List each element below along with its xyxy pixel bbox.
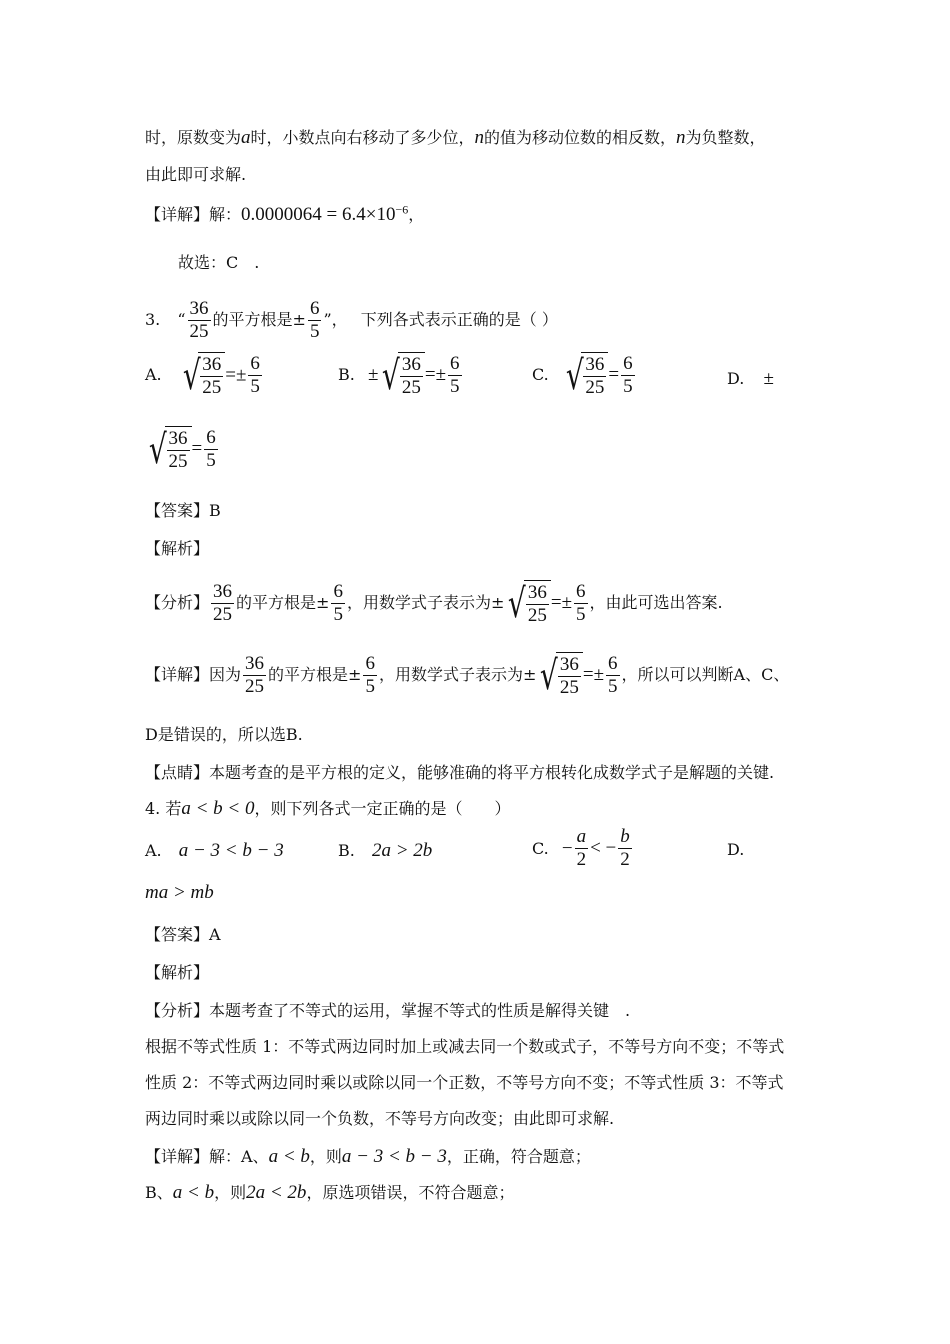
denominator: 5 [365, 676, 375, 697]
text: 下列各式表示正确的是（ ） [360, 310, 558, 329]
q3-option-d [727, 368, 774, 390]
text: ，正确，符合题意； [446, 1147, 591, 1166]
denominator: 25 [585, 377, 605, 398]
q3-answer: 【答案】B [145, 501, 221, 520]
fraction [606, 653, 620, 698]
denominator: 25 [213, 604, 233, 625]
q4-option-d-expr: ma > mb [145, 882, 214, 903]
text: ，用数学式子表示为± [346, 593, 505, 612]
detail-equation: 0.0000064 = 6.4×10 [241, 204, 396, 225]
text: ，由此可选出答案. [589, 593, 723, 612]
text: =± [225, 364, 247, 386]
fraction [400, 354, 423, 399]
math: a < b [268, 1146, 310, 1167]
text: 为负整数， [685, 128, 766, 147]
sqrt: √ $\frac{36}{25}$ [504, 580, 551, 627]
math: a < b < 0 [181, 798, 255, 819]
detail-label: 【详解】解： [145, 205, 242, 224]
xiangjie-label: 【详解】因为 [145, 665, 242, 684]
q4-option-c: C. − $\frac{a}{2}$ < − $\frac{b}{2}$ [532, 826, 630, 870]
q4-para-3: 两边同时乘以或除以同一个负数，不等号方向改变；由此即可求解. [145, 1109, 615, 1128]
text: =± [582, 664, 605, 685]
q3-option-b [338, 352, 464, 399]
q3-dianjing: 【点睛】本题考查的是平方根的定义，能够准确的将平方根转化成数学式子是解题的关键. [145, 763, 775, 782]
option-label: A. [145, 841, 162, 860]
q4-option-d: D. [727, 840, 745, 859]
fraction [621, 353, 635, 398]
text: 【详解】解：A、 [145, 1147, 269, 1166]
fraction [211, 581, 234, 626]
numerator: a [576, 826, 587, 847]
q3-analysis-label: 【解析】 [145, 539, 210, 558]
text: ”， [323, 310, 348, 329]
fraction [575, 826, 589, 871]
numerator: b [620, 826, 630, 847]
text: ，则 [309, 1147, 342, 1166]
sqrt: √ $\frac{36}{25}$ [378, 352, 425, 399]
text: ， [408, 205, 425, 224]
fraction [618, 826, 632, 871]
denominator: 5 [450, 376, 460, 397]
q4-analysis-label: 【解析】 [145, 963, 210, 982]
numerator: 6 [623, 353, 633, 374]
q3-option-d-expr [145, 426, 220, 473]
q4-detail-a [145, 1144, 591, 1168]
text: ± [367, 364, 379, 385]
text: = [191, 438, 203, 459]
text: B、 [145, 1183, 173, 1202]
numerator: 6 [206, 427, 216, 448]
math: a − 3 < b − 3 [341, 1146, 447, 1167]
q4-para-2: 性质 2：不等式两边同时乘以或除以同一个正数，不等号方向不变；不等式性质 3：不等式 [145, 1073, 784, 1092]
intro-detail [145, 202, 424, 226]
math: a < b [172, 1182, 215, 1203]
text: ，用数学式子表示为± [378, 665, 537, 684]
denominator: 25 [527, 605, 547, 626]
denominator: 25 [401, 377, 421, 398]
text: ，所以可以判断A、C、 [621, 665, 790, 684]
denominator: 5 [608, 676, 618, 697]
numerator: 36 [527, 582, 547, 603]
denominator: 2 [620, 849, 630, 870]
numerator: 36 [213, 581, 233, 602]
text: 时，小数点向右移动了多少位， [250, 128, 475, 147]
q4-option-b [338, 840, 432, 862]
option-label: D. [727, 369, 745, 388]
numerator: 36 [401, 354, 421, 375]
denominator: 5 [333, 604, 343, 625]
fraction [200, 354, 223, 399]
q3-option-a [145, 352, 264, 399]
denominator: 25 [559, 677, 579, 698]
fraction [331, 581, 345, 626]
numerator: 6 [309, 298, 320, 319]
option-label: A. [145, 365, 162, 384]
intro-line-2: 由此即可求解. [145, 165, 247, 184]
option-label: B. [338, 365, 355, 384]
numerator: 6 [250, 353, 260, 374]
var-a: a [241, 127, 251, 148]
math: 2a > 2b [371, 840, 433, 861]
sqrt: √ $\frac{36}{25}$ [179, 352, 226, 399]
q4-option-a [145, 840, 284, 862]
q3-option-c [532, 352, 637, 399]
q3-fenxi [145, 580, 723, 627]
math: a − 3 < b − 3 [178, 840, 284, 861]
q4-detail-b [145, 1180, 514, 1204]
fraction [526, 582, 549, 627]
numerator: 6 [365, 653, 375, 674]
fraction [248, 353, 262, 398]
denominator: 25 [202, 377, 222, 398]
text: 的平方根是± [268, 665, 362, 684]
denominator: 25 [245, 676, 265, 697]
intro-choose: 故选：C . [178, 253, 260, 272]
exponent: −6 [395, 202, 409, 217]
text: =± [550, 592, 573, 613]
question-number: 3. [145, 310, 161, 329]
numerator: 6 [450, 353, 460, 374]
fraction [448, 353, 462, 398]
text: 时，原数变为 [145, 128, 242, 147]
text: 的平方根是± [236, 593, 330, 612]
text: =± [424, 364, 447, 385]
sqrt: √ $\frac{36}{25}$ [536, 652, 583, 699]
text: ± [763, 368, 774, 389]
math: 2a < 2b [246, 1182, 307, 1203]
q4-para-1: 根据不等式性质 1：不等式两边同时加上或减去同一个数或式子，不等号方向不变；不等式 [145, 1037, 785, 1056]
fraction [558, 654, 581, 699]
q4-stem [145, 796, 511, 820]
q3-xiangjie-line-2: D是错误的，所以选B. [145, 725, 303, 744]
denominator: 5 [309, 321, 320, 342]
q3-stem [145, 298, 558, 343]
fraction [363, 653, 377, 698]
text: 4. 若 [145, 799, 182, 818]
option-label: C. [532, 365, 549, 384]
intro-line-1 [145, 125, 766, 149]
text: ，原选项错误，不符合题意； [306, 1183, 515, 1202]
text: ，则 [214, 1183, 247, 1202]
numerator: 6 [576, 581, 586, 602]
numerator: 36 [559, 654, 579, 675]
option-label: B. [338, 841, 355, 860]
text: ，则下列各式一定正确的是（ ） [254, 799, 511, 818]
q4-answer: 【答案】A [145, 925, 221, 944]
q3-xiangjie [145, 652, 789, 699]
denominator: 25 [168, 451, 188, 472]
fraction [204, 427, 218, 472]
denominator: 5 [206, 450, 216, 471]
fraction [167, 428, 190, 473]
numerator: 6 [608, 653, 618, 674]
fenxi-label: 【分析】 [145, 593, 210, 612]
denominator: 2 [576, 849, 587, 870]
option-label: C. [532, 839, 549, 858]
fraction [308, 298, 322, 343]
text: 的值为移动位数的相反数， [484, 128, 677, 147]
numerator: 6 [333, 581, 343, 602]
var-n: n [474, 127, 485, 148]
q4-fenxi: 【分析】本题考查了不等式的运用，掌握不等式的性质是解得关键 . [145, 1001, 631, 1020]
denominator: 5 [250, 376, 260, 397]
fraction [243, 653, 266, 698]
text: 的平方根是± [212, 310, 306, 329]
text: “ [177, 310, 186, 329]
numerator: 36 [189, 298, 209, 319]
sqrt: √ $\frac{36}{25}$ [145, 426, 192, 473]
var-n: n [676, 127, 686, 148]
numerator: 36 [168, 428, 188, 449]
text: = [608, 364, 620, 385]
fraction [188, 298, 211, 343]
denominator: 25 [189, 321, 209, 342]
sqrt: √ $\frac{36}{25}$ [562, 352, 609, 399]
denominator: 5 [623, 376, 633, 397]
denominator: 5 [576, 604, 586, 625]
numerator: 36 [202, 354, 222, 375]
fraction [574, 581, 588, 626]
fraction [583, 354, 606, 399]
numerator: 36 [245, 653, 265, 674]
numerator: 36 [585, 354, 605, 375]
